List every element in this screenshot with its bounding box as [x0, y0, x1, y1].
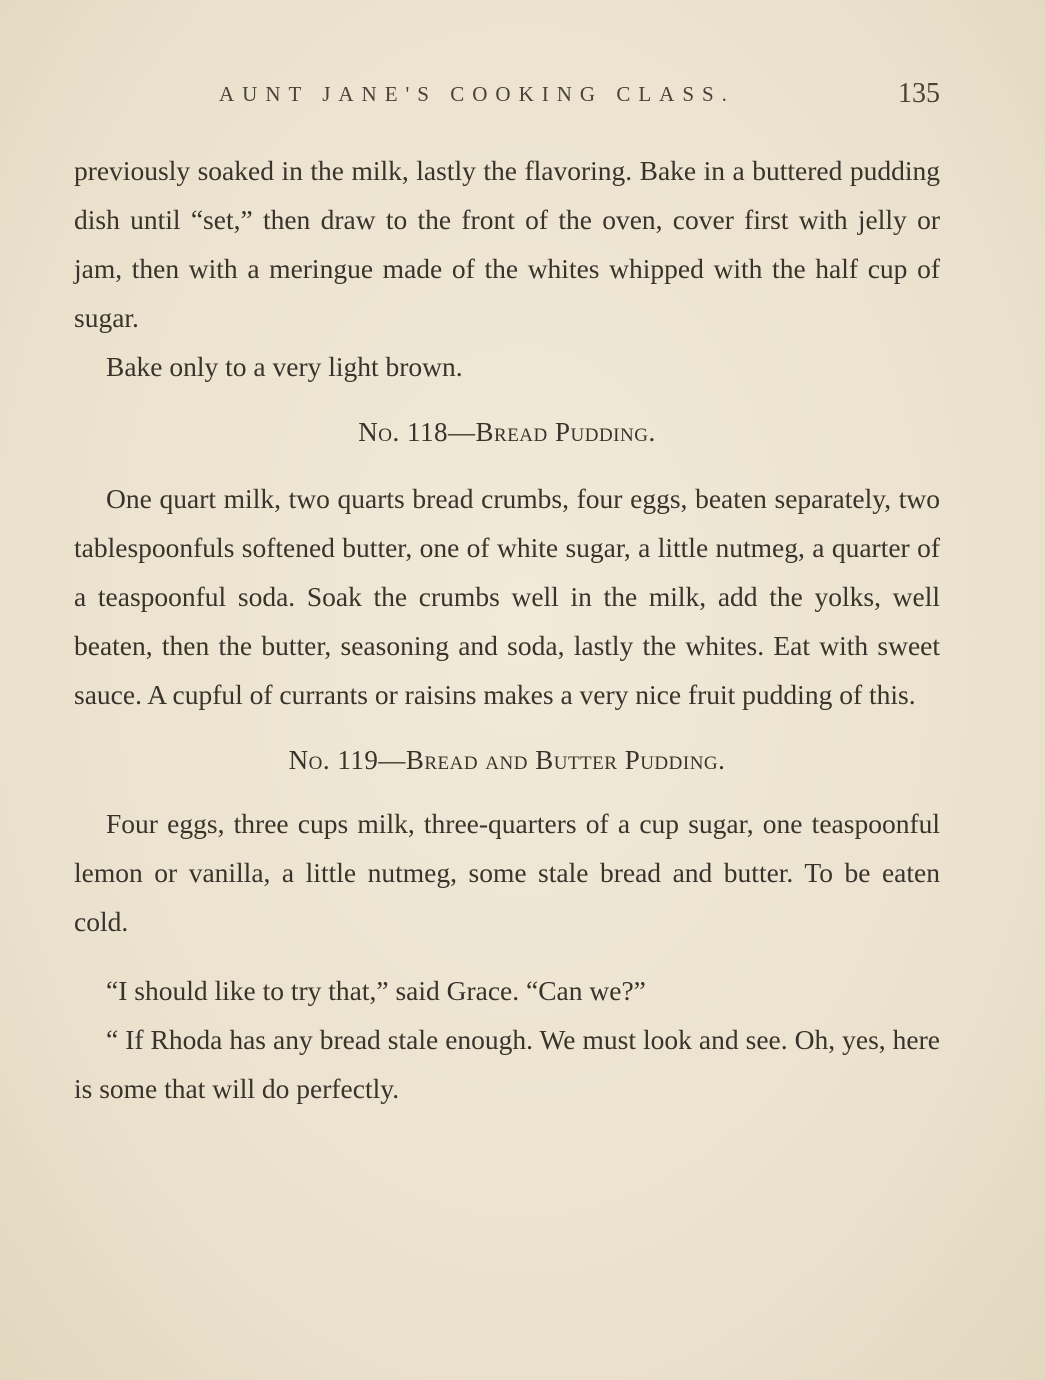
- recipe-119-heading: No. 119—Bread and Butter Pudding.: [288, 745, 726, 775]
- dialogue-paragraph-2: “ If Rhoda has any bread stale enough. We must look and see. Oh, yes, here is some that will do perfectly.: [74, 1024, 940, 1104]
- paragraph-continued: previously soaked in the milk, lastly the flavoring. Bake in a buttered pudding dish until “set,” then draw to the front of the oven, cover first with jelly or jam, then with a meringue made of the whites whipped with the half cup of sugar.: [74, 155, 940, 333]
- recipe-118-heading: No. 118—Bread Pudding.: [358, 417, 656, 447]
- page-number: 135: [898, 78, 940, 109]
- running-title: AUNT JANE'S COOKING CLASS.: [219, 82, 735, 106]
- dialogue-paragraph-1: “I should like to try that,” said Grace. “Can we?”: [106, 975, 646, 1006]
- page-body: [74, 146, 940, 1113]
- page-header: [74, 78, 940, 118]
- recipe-119-text: Four eggs, three cups milk, three-quarters of a cup sugar, one teaspoonful lemon or vanilla, a little nutmeg, some stale bread and butter. To be eaten cold.: [74, 808, 940, 937]
- recipe-118-text: One quart milk, two quarts bread crumbs, four eggs, beaten separately, two tablespoonfuls softened butter, one of white sugar, a little nutmeg, a quarter of a teaspoonful soda. Soak the crumbs well in the milk, add the yolks, well beaten, then the butter, seasoning and soda, lastly the whites. Eat with sweet sauce. A cupful of currants or raisins makes a very nice fruit pudding of this.: [74, 483, 940, 710]
- paragraph-bake: Bake only to a very light brown.: [106, 351, 463, 382]
